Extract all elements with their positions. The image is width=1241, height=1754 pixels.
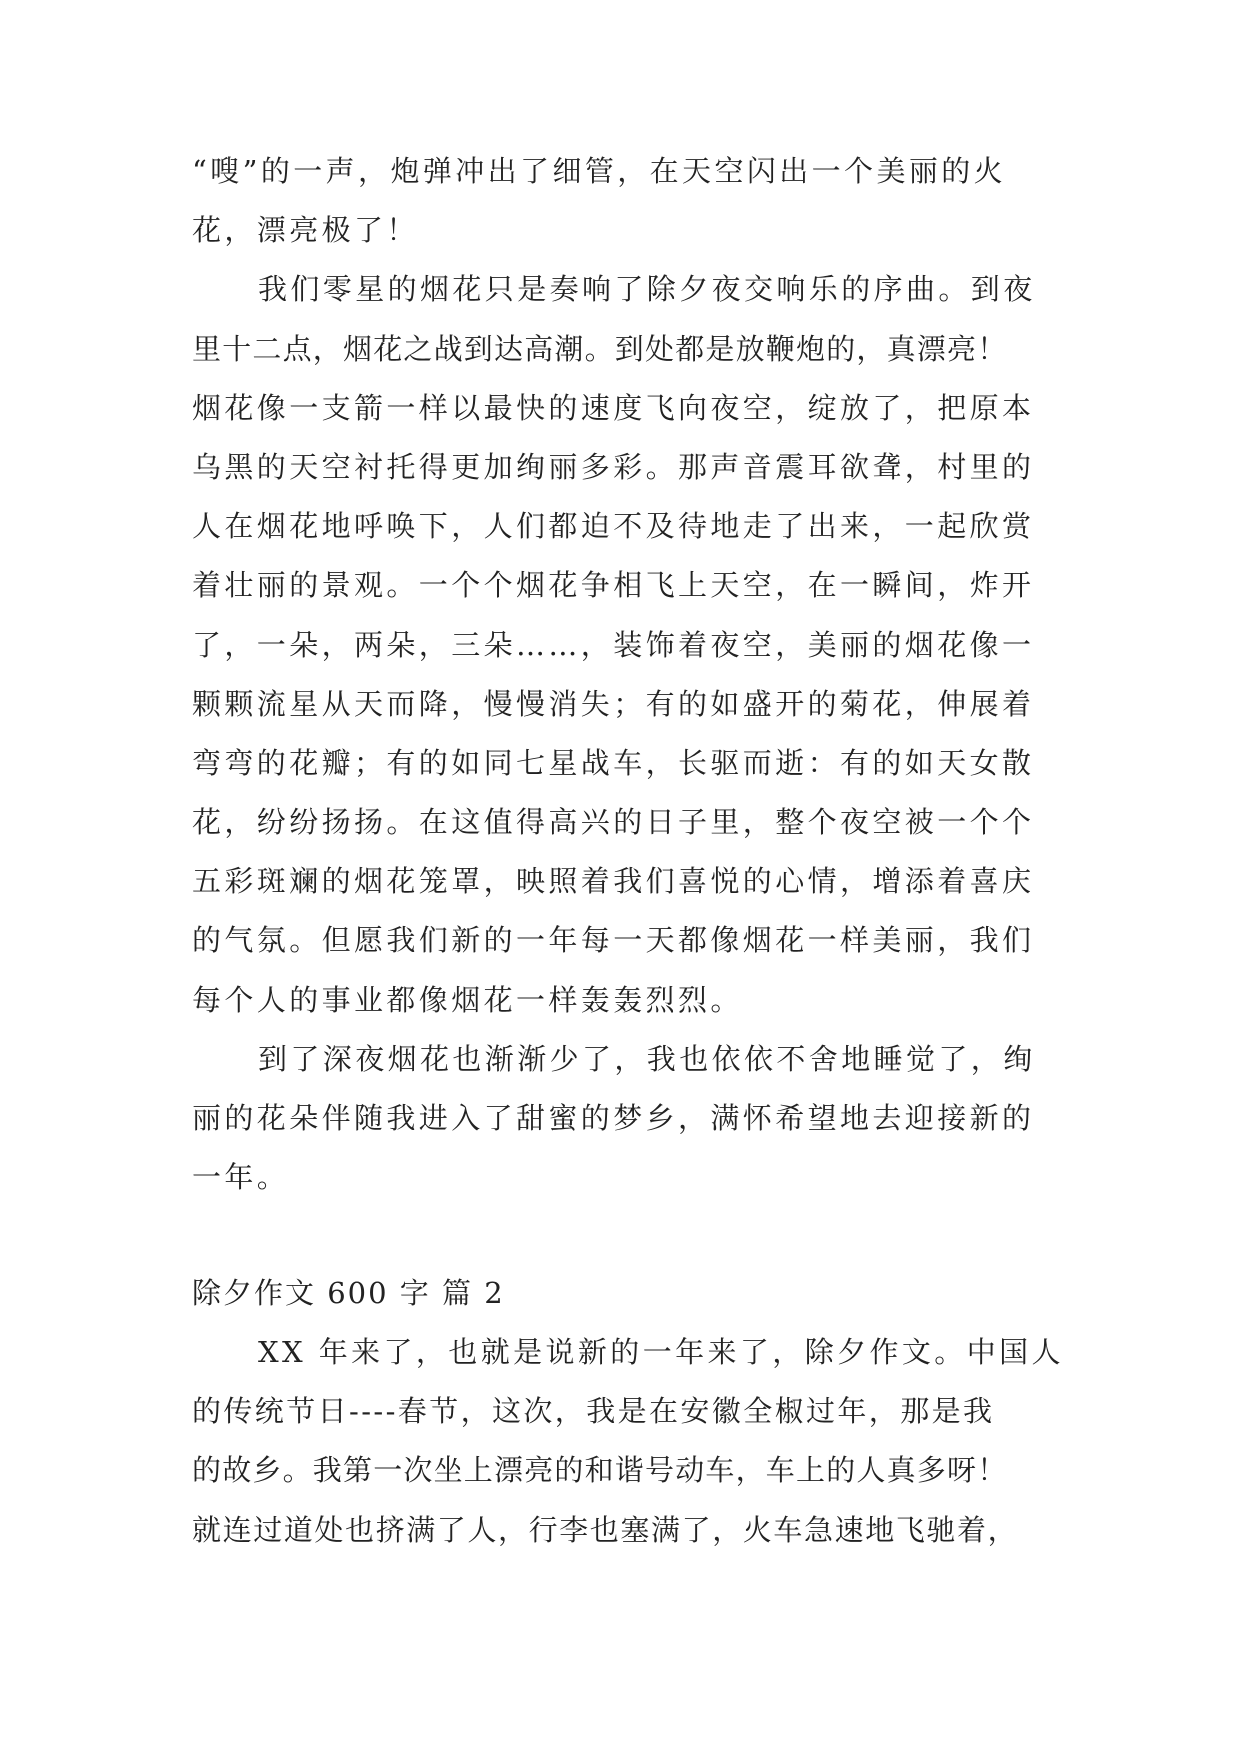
text-line: 颗颗流星从天而降，慢慢消失；有的如盛开的菊花，伸展着 [192,686,1035,721]
section-heading: 除夕作文 600 字 篇 2 [192,1276,505,1310]
text-line: 人在烟花地呼唤下，人们都迫不及待地走了出来，一起欣赏 [192,509,1035,544]
text-line: 乌黑的天空衬托得更加绚丽多彩。那声音震耳欲聋，村里的 [192,449,1035,484]
text-line: 到了深夜烟花也渐渐少了，我也依依不舍地睡觉了，绚 [258,1041,1036,1076]
text-line: 花，纷纷扬扬。在这值得高兴的日子里，整个夜空被一个个 [192,805,1035,840]
text-line: 里十二点，烟花之战到达高潮。到处都是放鞭炮的，真漂亮！ [192,331,1008,366]
text-line: 丽的花朵伴随我进入了甜蜜的梦乡，满怀希望地去迎接新的 [192,1101,1035,1135]
text-line: 的传统节日----春节，这次，我是在安徽全椒过年，那是我 [192,1394,995,1429]
text-line: 每个人的事业都像烟花一样轰轰烈烈。 [192,982,743,1017]
text-line: 了，一朵，两朵，三朵……，装饰着夜空，美丽的烟花像一 [192,627,1035,662]
text-line: “嗖”的一声，炮弹冲出了细管，在天空闪出一个美丽的火 [192,154,1007,188]
text-line: 花，漂亮极了！ [192,213,419,248]
text-line: 烟花像一支箭一样以最快的速度飞向夜空，绽放了，把原本 [192,390,1035,425]
text-line: 一年。 [192,1160,290,1195]
text-line: 的故乡。我第一次坐上漂亮的和谐号动车，车上的人真多呀！ [192,1453,1008,1488]
body-text-block-1 [192,142,1052,1207]
text-line: 弯弯的花瓣；有的如同七星战车，长驱而逝：有的如天女散 [192,745,1035,780]
body-text-block-2 [192,1323,1064,1560]
text-line: 就连过道处也挤满了人，行李也塞满了，火车急速地飞驰着， [192,1512,1019,1547]
text-line: XX 年来了，也就是说新的一年来了，除夕作文。中国人 [258,1335,1064,1369]
text-line: 的气氛。但愿我们新的一年每一天都像烟花一样美丽，我们 [192,923,1035,958]
text-line: 着壮丽的景观。一个个烟花争相飞上天空，在一瞬间，炸开 [192,568,1035,603]
text-line: 我们零星的烟花只是奏响了除夕夜交响乐的序曲。到夜 [258,272,1036,307]
text-line: 五彩斑斓的烟花笼罩，映照着我们喜悦的心情，增添着喜庆 [192,864,1035,899]
